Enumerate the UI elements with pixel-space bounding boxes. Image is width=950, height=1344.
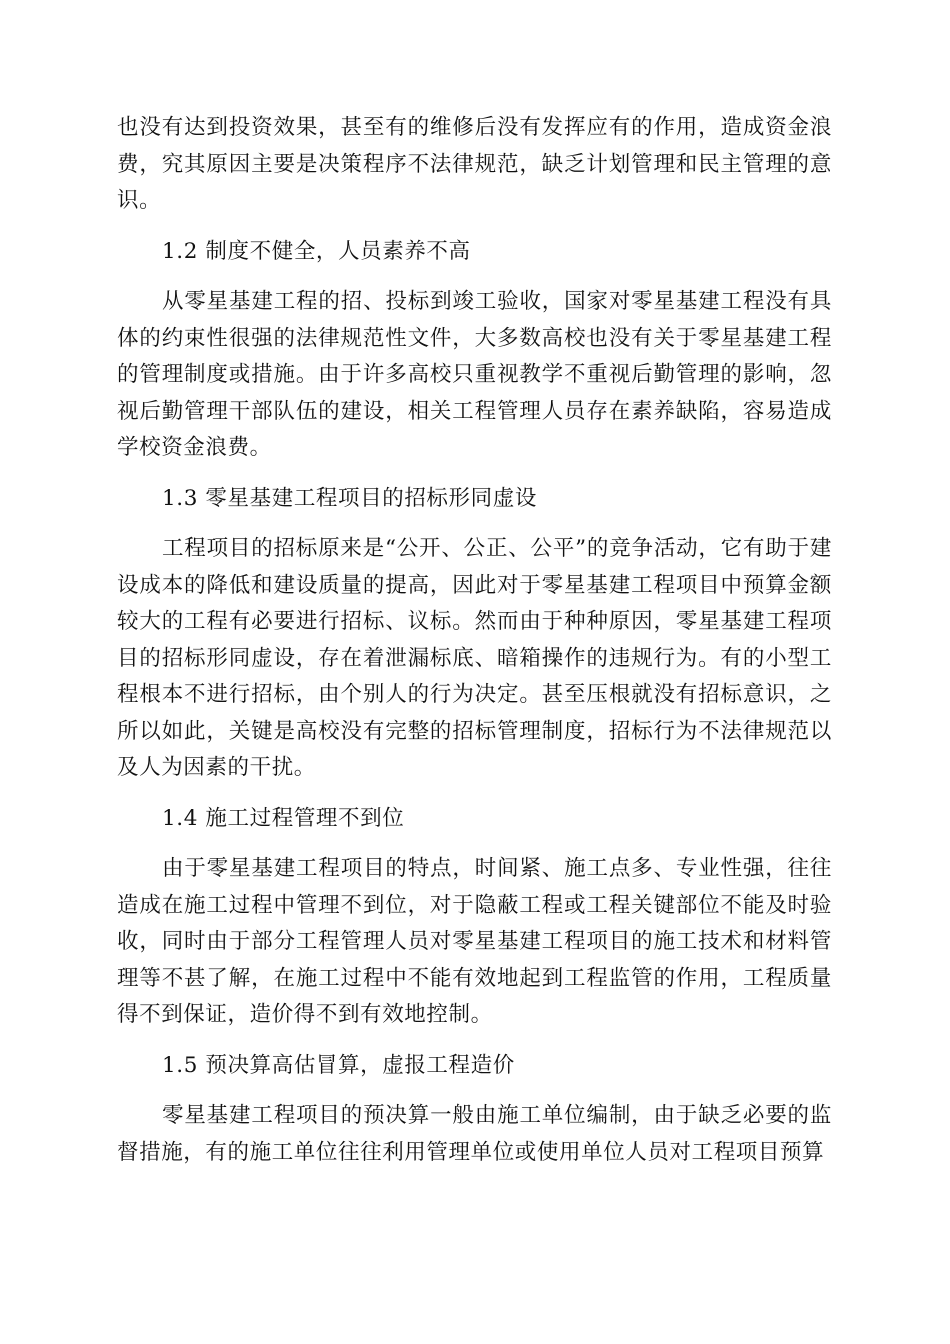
- section-heading-1-4: 1.4 施工过程管理不到位: [162, 805, 405, 831]
- paragraph-continuation: 也没有达到投资效果，甚至有的维修后没有发挥应有的作用，造成资金浪费，究其原因主要是决策程序不法律规范，缺乏计划管理和民主管理的意识。: [117, 115, 832, 213]
- section-heading-1-2: 1.2 制度不健全，人员素养不高: [162, 238, 471, 264]
- paragraph-1-2: 从零星基建工程的招、投标到竣工验收，国家对零星基建工程没有具体的约束性很强的法律规范性文件，大多数高校也没有关于零星基建工程的管理制度或措施。由于许多高校只重视教学不重视后勤管理的影响，忽视后勤管理干部队伍的建设，相关工程管理人员存在素养缺陷，容易造成学校资金浪费。: [117, 289, 832, 460]
- section-heading-1-5: 1.5 预决算高估冒算，虚报工程造价: [162, 1052, 515, 1078]
- section-heading-1-3: 1.3 零星基建工程项目的招标形同虚设: [162, 485, 537, 511]
- paragraph-1-3: 工程项目的招标原来是“公开、公正、公平”的竞争活动，它有助于建设成本的降低和建设质量的提高，因此对于零星基建工程项目中预算金额较大的工程有必要进行招标、议标。然而由于种种原因，零星基建工程项目的招标形同虚设，存在着泄漏标底、暗箱操作的违规行为。有的小型工程根本不进行招标，由个别人的行为决定。甚至压根就没有招标意识，之所以如此，关键是高校没有完整的招标管理制度，招标行为不法律规范以及人为因素的干扰。: [117, 536, 832, 780]
- paragraph-1-5: 零星基建工程项目的预决算一般由施工单位编制，由于缺乏必要的监督措施，有的施工单位往往利用管理单位或使用单位人员对工程项目预算: [117, 1103, 832, 1165]
- document-body: [117, 110, 832, 1185]
- paragraph-1-4: 由于零星基建工程项目的特点，时间紧、施工点多、专业性强，往往造成在施工过程中管理不到位，对于隐蔽工程或工程关键部位不能及时验收，同时由于部分工程管理人员对零星基建工程项目的施工技术和材料管理等不甚了解，在施工过程中不能有效地起到工程监管的作用，工程质量得不到保证，造价得不到有效地控制。: [117, 856, 832, 1027]
